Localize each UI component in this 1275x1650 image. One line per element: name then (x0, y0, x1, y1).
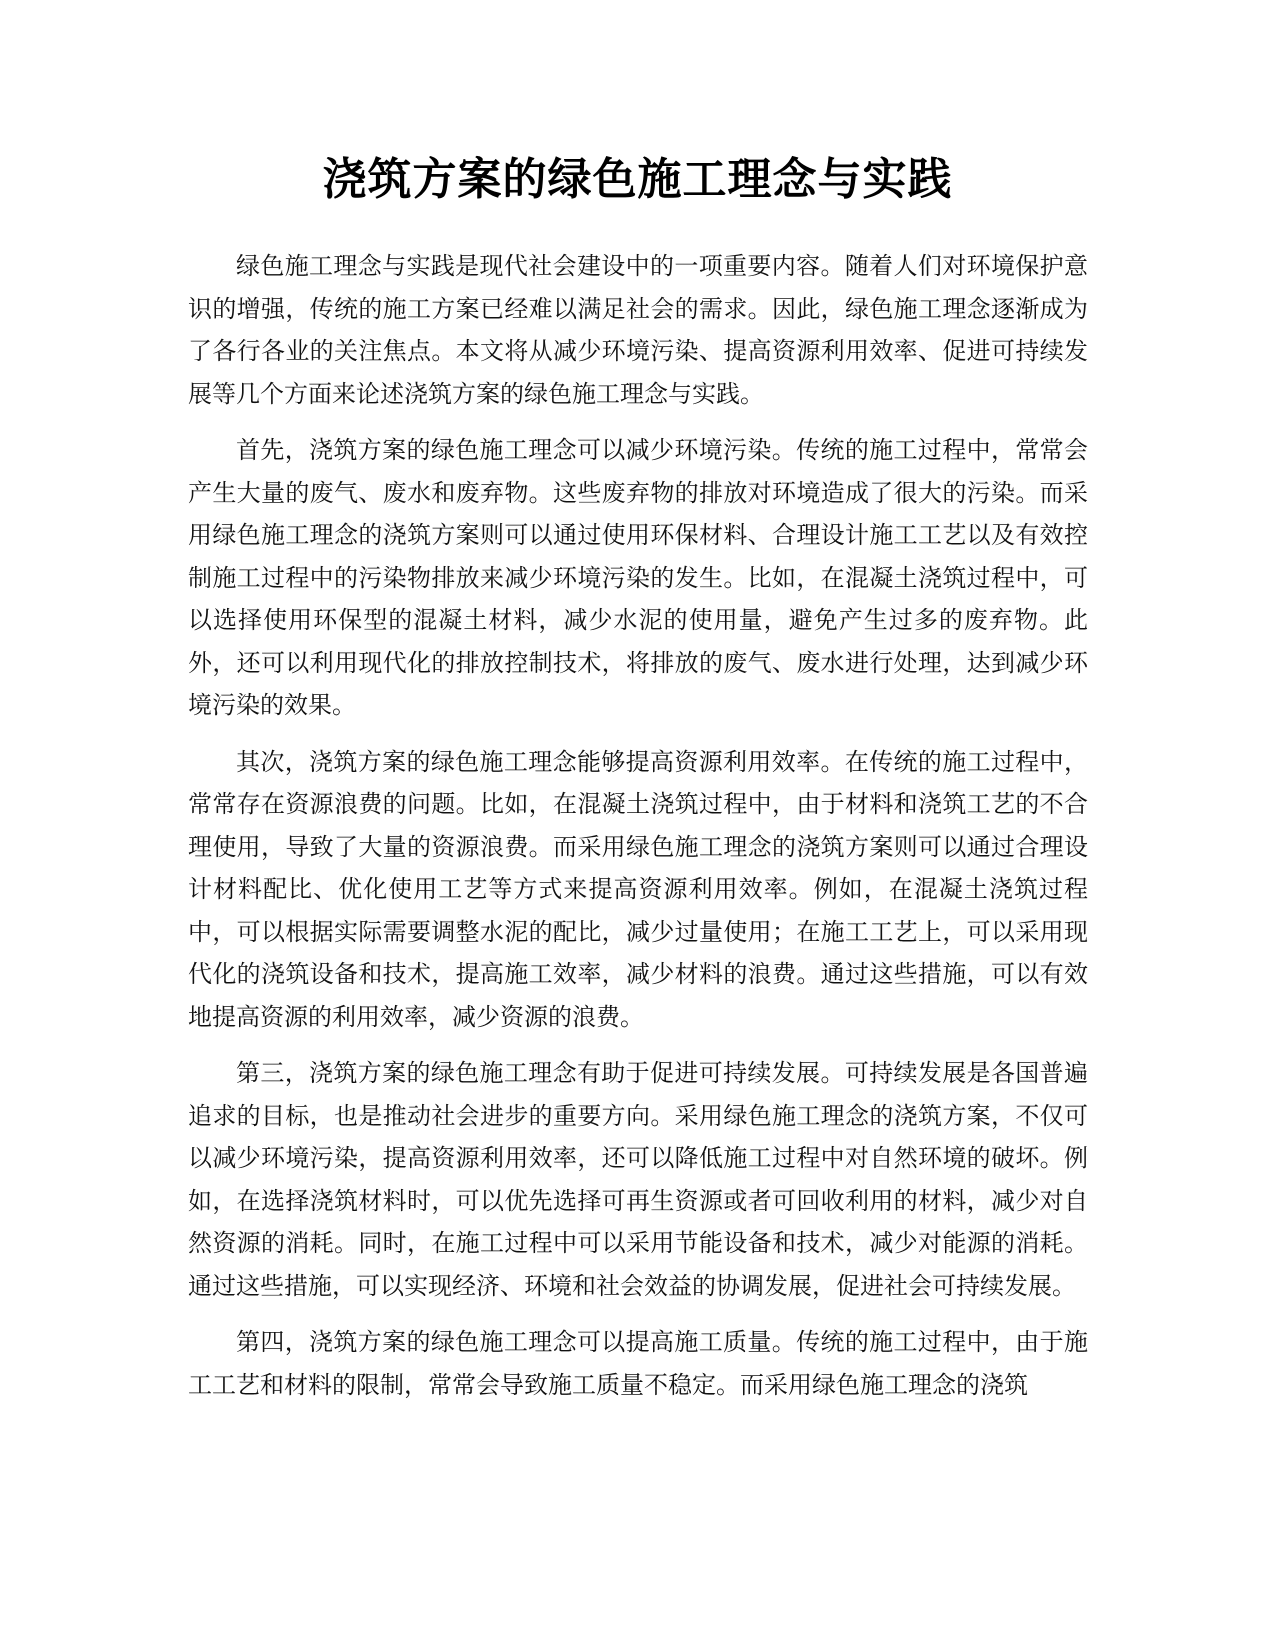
document-body (188, 245, 1088, 1420)
paragraph-first: 首先，浇筑方案的绿色施工理念可以减少环境污染。传统的施工过程中，常常会产生大量的废气、废水和废弃物。这些废弃物的排放对环境造成了很大的污染。而采用绿色施工理念的浇筑方案则可以通过使用环保材料、合理设计施工工艺以及有效控制施工过程中的污染物排放来减少环境污染的发生。比如，在混凝土浇筑过程中，可以选择使用环保型的混凝土材料，减少水泥的使用量，避免产生过多的废弃物。此外，还可以利用现代化的排放控制技术，将排放的废气、废水进行处理，达到减少环境污染的效果。 (188, 436, 1088, 719)
paragraph-intro: 绿色施工理念与实践是现代社会建设中的一项重要内容。随着人们对环境保护意识的增强，传统的施工方案已经难以满足社会的需求。因此，绿色施工理念逐渐成为了各行各业的关注焦点。本文将从减少环境污染、提高资源利用效率、促进可持续发展等几个方面来论述浇筑方案的绿色施工理念与实践。 (188, 252, 1088, 408)
document-title: 浇筑方案的绿色施工理念与实践 (322, 154, 953, 205)
paragraph-third: 第三，浇筑方案的绿色施工理念有助于促进可持续发展。可持续发展是各国普遍追求的目标，也是推动社会进步的重要方向。采用绿色施工理念的浇筑方案，不仅可以减少环境污染，提高资源利用效率，还可以降低施工过程中对自然环境的破坏。例如，在选择浇筑材料时，可以优先选择可再生资源或者可回收利用的材料，减少对自然资源的消耗。同时，在施工过程中可以采用节能设备和技术，减少对能源的消耗。通过这些措施，可以实现经济、环境和社会效益的协调发展，促进社会可持续发展。 (188, 1059, 1088, 1300)
paragraph-fourth: 第四，浇筑方案的绿色施工理念可以提高施工质量。传统的施工过程中，由于施工工艺和材料的限制，常常会导致施工质量不稳定。而采用绿色施工理念的浇筑 (188, 1328, 1088, 1399)
paragraph-second: 其次，浇筑方案的绿色施工理念能够提高资源利用效率。在传统的施工过程中，常常存在资源浪费的问题。比如，在混凝土浇筑过程中，由于材料和浇筑工艺的不合理使用，导致了大量的资源浪费。而采用绿色施工理念的浇筑方案则可以通过合理设计材料配比、优化使用工艺等方式来提高资源利用效率。例如，在混凝土浇筑过程中，可以根据实际需要调整水泥的配比，减少过量使用；在施工工艺上，可以采用现代化的浇筑设备和技术，提高施工效率，减少材料的浪费。通过这些措施，可以有效地提高资源的利用效率，减少资源的浪费。 (188, 747, 1088, 1031)
